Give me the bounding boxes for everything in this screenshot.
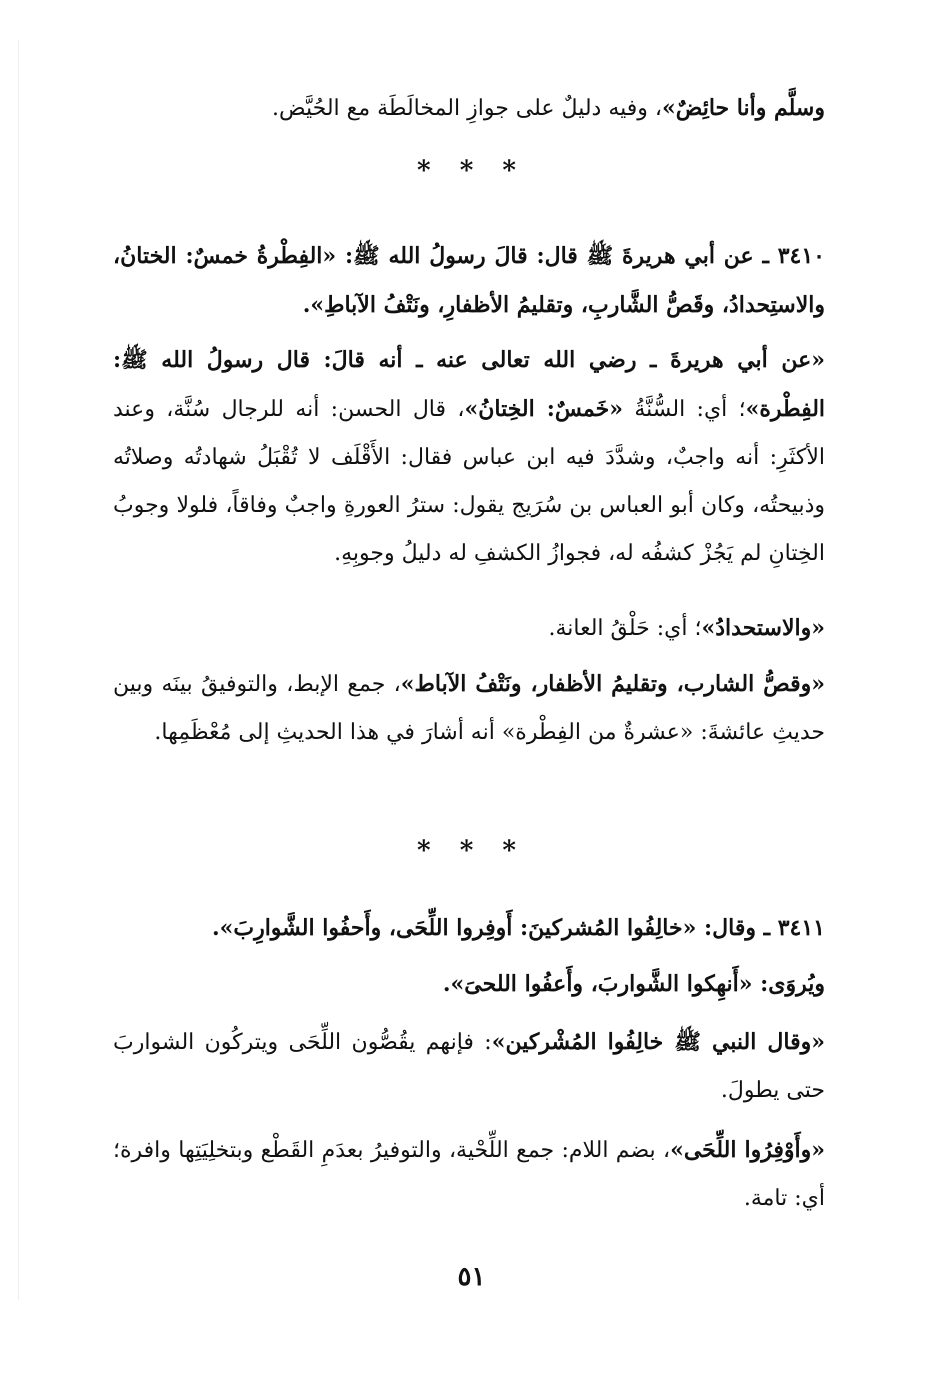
text-bold: «وأَوْفِرُوا اللِّحَى» bbox=[670, 1137, 825, 1163]
hadith-3410 bbox=[113, 232, 825, 330]
text-bold: ٣٤١٠ ـ عن أبي هريرةَ ﷺ قال: قالَ رسولُ الله ﷺ: «الفِطْرةُ خمسٌ: الختانُ، والاستِحدادُ، وقَصُّ الشَّاربِ، وتقليمُ الأظفارِ، ونَتْفُ الآباطِ». bbox=[113, 243, 825, 318]
commentary-fitra bbox=[113, 336, 825, 578]
text-bold: «خَمسٌ: الخِتانُ» bbox=[464, 396, 623, 422]
hadith-3411 bbox=[113, 904, 825, 953]
section-separator: * * * bbox=[417, 836, 526, 866]
text-bold: «وقال النبي ﷺ خالِفُوا المُشْركين» bbox=[491, 1029, 825, 1055]
page-gutter-line bbox=[18, 40, 19, 1300]
text-regular: ، بضم اللام: جمع اللِّحْية، والتوفيرُ بعدَمِ القَطْع وبتخلِيَتِها وافرة؛ أي: تامة. bbox=[113, 1138, 825, 1211]
text-bold: ويُروَى: «أَنهِكوا الشَّواربَ، وأَعفُوا اللحىَ». bbox=[442, 971, 825, 997]
text-bold: «وقصُّ الشارب، وتقليمُ الأظفار، ونَتْفُ الآباط» bbox=[400, 671, 826, 697]
text-regular: ، جمع الإبط، والتوفيقُ بينَه وبين حديثِ عائشةَ: «عشرةٌ من الفِطْرة» أنه أشارَ في هذا الحديثِ إلى مُعْظَمِها. bbox=[113, 672, 825, 745]
commentary-khalifu bbox=[113, 1018, 825, 1115]
text-bold: «والاستحدادُ» bbox=[701, 615, 825, 641]
text-bold: وسلَّم وأنا حائِضٌ» bbox=[662, 95, 825, 121]
section-separator: * * * bbox=[417, 156, 526, 186]
text-regular: ؛ أي: حَلْقُ العانة. bbox=[548, 616, 702, 641]
commentary-qass bbox=[113, 660, 825, 757]
text-regular: ، وفيه دليلٌ على جوازِ المخالَطَة مع الحُيَّض. bbox=[272, 96, 662, 121]
commentary-istihdad bbox=[113, 604, 825, 653]
text-bold: «عن أبي هريرةَ ـ رضي الله تعالى عنه ـ أنه قالَ: قال رسولُ الله ﷺ: الفِطْرة» bbox=[113, 347, 826, 422]
text-regular: : فإنهم يقُصُّون اللِّحَى ويتركُون الشواربَ حتى يطولَ. bbox=[113, 1030, 825, 1103]
page-number: ٥١ bbox=[457, 1262, 486, 1292]
paragraph-continuation bbox=[113, 84, 825, 133]
text-regular: ، قال الحسن: أنه للرجال سُنَّة، وعند الأكثَرِ: أنه واجبٌ، وشدَّدَ فيه ابن عباس فقال: الأَقْلَف لا تُقْبَلُ شهادتُه وصلاتُه وذبيحتُه، وكان أبو العباس بن سُرَيج يقول: سترُ العورةِ واجبٌ وفاقاً، فلولا وجوبُ الخِتانِ لم يَجُزْ كشفُه له، فجوازُ الكشفِ له دليلُ وجوبِهِ. bbox=[113, 397, 825, 566]
text-bold: ٣٤١١ ـ وقال: «خالِفُوا المُشركينَ: أَوفِروا اللِّحَى، وأَحفُوا الشَّوارِبَ». bbox=[211, 915, 825, 941]
riwaya-line bbox=[113, 960, 825, 1009]
commentary-awfiru bbox=[113, 1126, 825, 1223]
text-regular: ؛ أي: السُّنَّةُ bbox=[622, 397, 746, 422]
